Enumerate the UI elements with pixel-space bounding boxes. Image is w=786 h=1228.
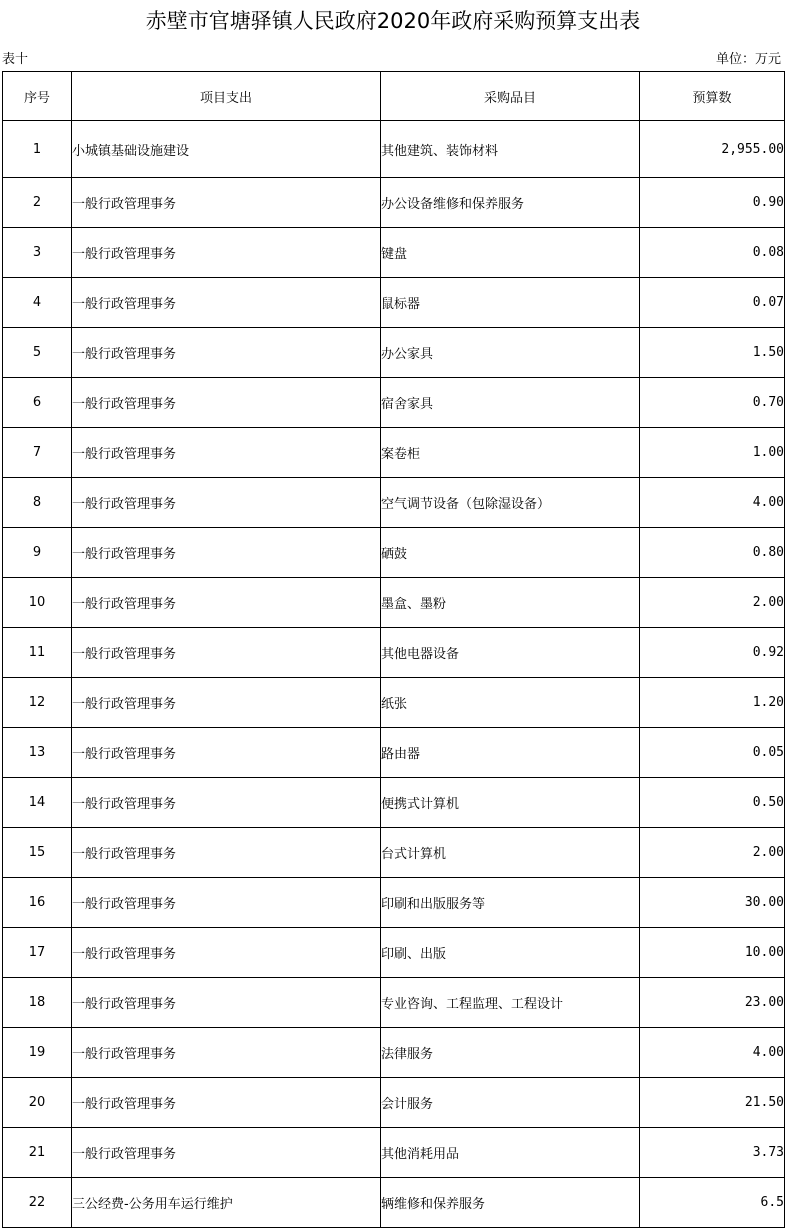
cell-category: 案卷柜 (381, 428, 640, 478)
header-item: 项目支出 (72, 72, 381, 121)
table-body (3, 121, 785, 1228)
cell-seq: 13 (3, 728, 72, 778)
cell-amount: 0.70 (640, 378, 785, 428)
table-row (3, 1078, 785, 1128)
table-row (3, 121, 785, 178)
cell-seq: 8 (3, 478, 72, 528)
cell-seq: 15 (3, 828, 72, 878)
table-row (3, 378, 785, 428)
cell-seq: 1 (3, 121, 72, 178)
cell-seq: 5 (3, 328, 72, 378)
table-row (3, 1128, 785, 1178)
cell-seq: 9 (3, 528, 72, 578)
cell-amount: 0.92 (640, 628, 785, 678)
cell-item: 一般行政管理事务 (72, 1128, 381, 1178)
cell-seq: 22 (3, 1178, 72, 1228)
cell-category: 会计服务 (381, 1078, 640, 1128)
page-title: 赤壁市官塘驿镇人民政府2020年政府采购预算支出表 (145, 9, 641, 33)
cell-seq: 6 (3, 378, 72, 428)
cell-seq: 10 (3, 578, 72, 628)
table-row (3, 328, 785, 378)
cell-amount: 0.05 (640, 728, 785, 778)
cell-item: 一般行政管理事务 (72, 528, 381, 578)
cell-seq: 4 (3, 278, 72, 328)
table-row (3, 578, 785, 628)
cell-item: 一般行政管理事务 (72, 1028, 381, 1078)
cell-category: 硒鼓 (381, 528, 640, 578)
cell-item: 一般行政管理事务 (72, 628, 381, 678)
cell-item: 一般行政管理事务 (72, 228, 381, 278)
cell-amount: 21.50 (640, 1078, 785, 1128)
cell-item: 一般行政管理事务 (72, 578, 381, 628)
cell-seq: 11 (3, 628, 72, 678)
header-category: 采购品目 (381, 72, 640, 121)
table-row (3, 878, 785, 928)
cell-item: 一般行政管理事务 (72, 728, 381, 778)
cell-item: 一般行政管理事务 (72, 928, 381, 978)
cell-amount: 4.00 (640, 1028, 785, 1078)
cell-seq: 20 (3, 1078, 72, 1128)
cell-category: 宿舍家具 (381, 378, 640, 428)
cell-amount: 2.00 (640, 828, 785, 878)
cell-item: 一般行政管理事务 (72, 478, 381, 528)
cell-item: 一般行政管理事务 (72, 328, 381, 378)
cell-amount: 1.20 (640, 678, 785, 728)
cell-amount: 6.5 (640, 1178, 785, 1228)
table-row (3, 528, 785, 578)
table-row (3, 478, 785, 528)
cell-seq: 14 (3, 778, 72, 828)
cell-category: 办公家具 (381, 328, 640, 378)
cell-amount: 0.08 (640, 228, 785, 278)
cell-item: 一般行政管理事务 (72, 1078, 381, 1128)
cell-seq: 18 (3, 978, 72, 1028)
cell-item: 一般行政管理事务 (72, 428, 381, 478)
cell-category: 辆维修和保养服务 (381, 1178, 640, 1228)
cell-seq: 2 (3, 178, 72, 228)
cell-category: 专业咨询、工程监理、工程设计 (381, 978, 640, 1028)
cell-amount: 10.00 (640, 928, 785, 978)
cell-seq: 3 (3, 228, 72, 278)
cell-seq: 16 (3, 878, 72, 928)
cell-seq: 21 (3, 1128, 72, 1178)
cell-category: 鼠标器 (381, 278, 640, 328)
table-row (3, 928, 785, 978)
cell-item: 一般行政管理事务 (72, 678, 381, 728)
table-row (3, 178, 785, 228)
cell-item: 一般行政管理事务 (72, 828, 381, 878)
table-row (3, 228, 785, 278)
cell-category: 印刷和出版服务等 (381, 878, 640, 928)
cell-item: 三公经费-公务用车运行维护 (72, 1178, 381, 1228)
cell-seq: 12 (3, 678, 72, 728)
cell-category: 其他消耗用品 (381, 1128, 640, 1178)
cell-category: 纸张 (381, 678, 640, 728)
cell-amount: 1.50 (640, 328, 785, 378)
table-label: 表十 (2, 52, 29, 67)
cell-category: 墨盒、墨粉 (381, 578, 640, 628)
cell-amount: 0.07 (640, 278, 785, 328)
cell-item: 一般行政管理事务 (72, 978, 381, 1028)
cell-category: 键盘 (381, 228, 640, 278)
table-row (3, 628, 785, 678)
cell-seq: 7 (3, 428, 72, 478)
header-row (3, 72, 785, 121)
cell-category: 办公设备维修和保养服务 (381, 178, 640, 228)
cell-amount: 0.90 (640, 178, 785, 228)
cell-category: 便携式计算机 (381, 778, 640, 828)
cell-seq: 19 (3, 1028, 72, 1078)
cell-item: 一般行政管理事务 (72, 378, 381, 428)
table-row (3, 828, 785, 878)
cell-category: 路由器 (381, 728, 640, 778)
cell-amount: 1.00 (640, 428, 785, 478)
cell-amount: 23.00 (640, 978, 785, 1028)
cell-seq: 17 (3, 928, 72, 978)
cell-amount: 4.00 (640, 478, 785, 528)
cell-amount: 0.80 (640, 528, 785, 578)
table-row (3, 978, 785, 1028)
cell-item: 小城镇基础设施建设 (72, 121, 381, 178)
cell-amount: 2,955.00 (640, 121, 785, 178)
table-row (3, 728, 785, 778)
header-seq: 序号 (3, 72, 72, 121)
cell-category: 印刷、出版 (381, 928, 640, 978)
cell-item: 一般行政管理事务 (72, 178, 381, 228)
cell-category: 其他电器设备 (381, 628, 640, 678)
budget-table (2, 71, 785, 1228)
table-row (3, 1178, 785, 1228)
cell-item: 一般行政管理事务 (72, 278, 381, 328)
unit-label: 单位：万元 (715, 52, 781, 67)
cell-category: 空气调节设备（包除湿设备） (381, 478, 640, 528)
table-row (3, 1028, 785, 1078)
table-row (3, 428, 785, 478)
cell-category: 台式计算机 (381, 828, 640, 878)
cell-amount: 2.00 (640, 578, 785, 628)
cell-category: 其他建筑、装饰材料 (381, 121, 640, 178)
cell-item: 一般行政管理事务 (72, 778, 381, 828)
cell-item: 一般行政管理事务 (72, 878, 381, 928)
table-row (3, 678, 785, 728)
cell-category: 法律服务 (381, 1028, 640, 1078)
cell-amount: 0.50 (640, 778, 785, 828)
cell-amount: 3.73 (640, 1128, 785, 1178)
cell-amount: 30.00 (640, 878, 785, 928)
table-row (3, 278, 785, 328)
table-row (3, 778, 785, 828)
header-amount: 预算数 (640, 72, 785, 121)
